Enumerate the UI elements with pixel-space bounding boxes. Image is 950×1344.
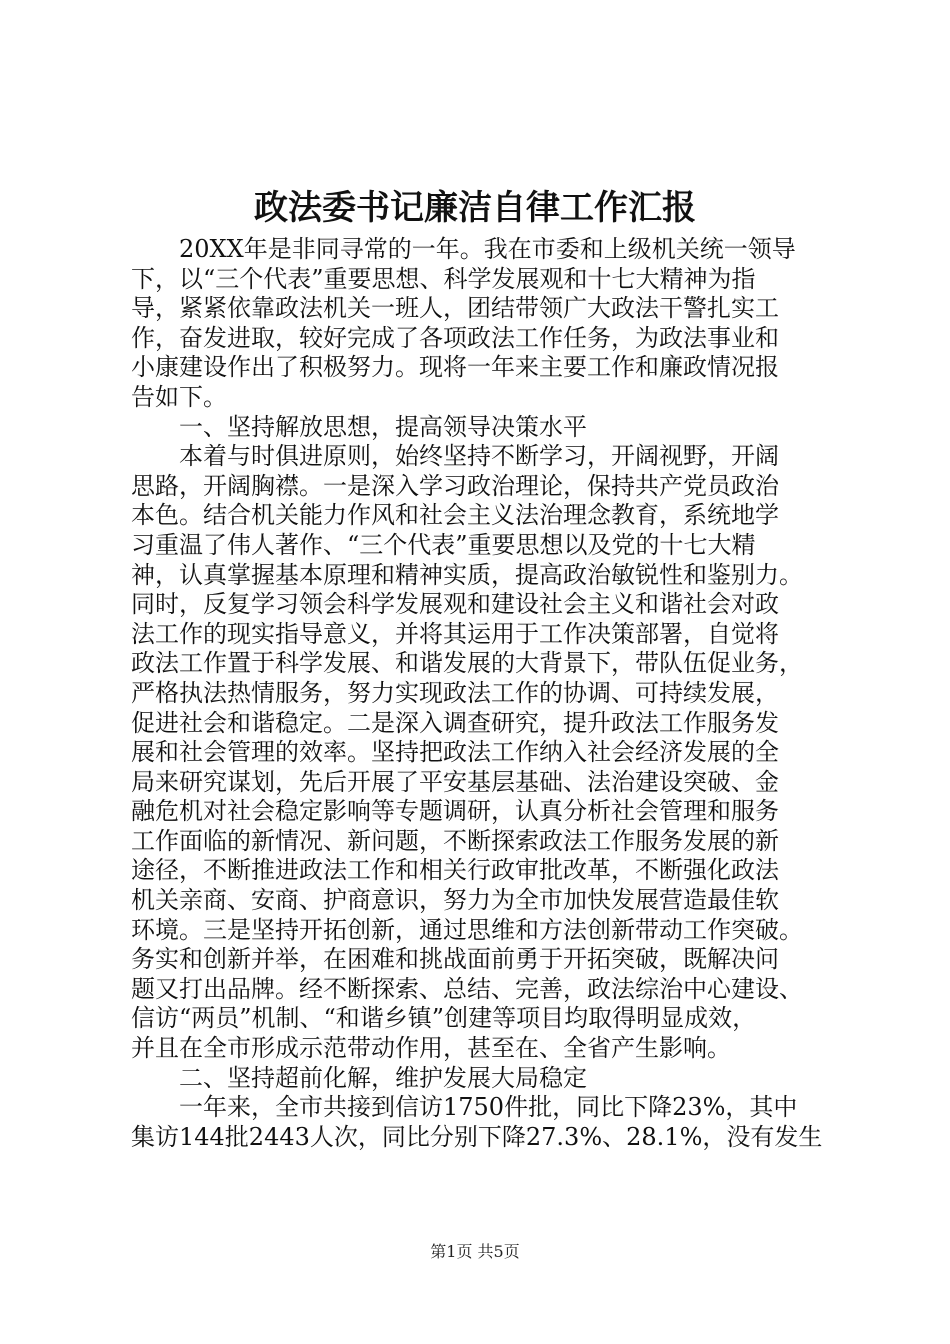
body-line: 机关亲商、安商、护商意识，努力为全市加快发展营造最佳软 (131, 886, 779, 915)
body-line: 信访“两员”机制、“和谐乡镇”创建等项目均取得明显成效， (131, 1004, 757, 1033)
body-line: 促进社会和谐稳定。二是深入调查研究，提升政法工作服务发 (131, 708, 779, 737)
body-line: 导，紧紧依靠政法机关一班人，团结带领广大政法干警扎实工 (131, 294, 779, 323)
body-line: 展和社会管理的效率。坚持把政法工作纳入社会经济发展的全 (131, 738, 779, 767)
section-heading: 二、坚持超前化解，维护发展大局稳定 (131, 1063, 587, 1092)
body-line: 20XX年是非同寻常的一年。我在市委和上级机关统一领导 (131, 235, 796, 263)
body-line: 神，认真掌握基本原理和精神实质，提高政治敏锐性和鉴别力。 (131, 560, 803, 589)
body-line: 一年来，全市共接到信访1750件批，同比下降23%，其中 (131, 1093, 798, 1122)
body-line: 局来研究谋划，先后开展了平安基层基础、法治建设突破、金 (131, 767, 779, 796)
body-line: 工作面临的新情况、新问题，不断探索政法工作服务发展的新 (131, 826, 779, 855)
body-line: 同时，反复学习领会科学发展观和建设社会主义和谐社会对政 (131, 590, 779, 619)
body-line: 作，奋发进取，较好完成了各项政法工作任务，为政法事业和 (131, 323, 779, 352)
body-line: 下，以“三个代表”重要思想、科学发展观和十七大精神为指 (131, 264, 756, 293)
body-line: 集访144批2443人次，同比分别下降27.3%、28.1%，没有发生 (131, 1122, 823, 1151)
body-line: 融危机对社会稳定影响等专题调研，认真分析社会管理和服务 (131, 797, 779, 826)
body-line: 思路，开阔胸襟。一是深入学习政治理论，保持共产党员政治 (131, 471, 779, 500)
document-body (131, 235, 843, 1152)
body-line: 小康建设作出了积极努力。现将一年来主要工作和廉政情况报 (131, 353, 779, 382)
body-line: 政法工作置于科学发展、和谐发展的大背景下，带队伍促业务， (131, 649, 803, 678)
body-line: 环境。三是坚持开拓创新，通过思维和方法创新带动工作突破。 (131, 915, 803, 944)
body-line: 本着与时俱进原则，始终坚持不断学习，开阔视野，开阔 (131, 442, 779, 471)
body-line: 告如下。 (131, 382, 227, 411)
document-title: 政法委书记廉洁自律工作汇报 (254, 188, 696, 228)
body-line: 习重温了伟人著作、“三个代表”重要思想以及党的十七大精 (131, 530, 756, 559)
body-line: 法工作的现实指导意义，并将其运用于工作决策部署，自觉将 (131, 619, 779, 648)
page-number-footer: 第1页 共5页 (430, 1242, 520, 1261)
body-line: 严格执法热情服务，努力实现政法工作的协调、可持续发展， (131, 678, 779, 707)
body-line: 本色。结合机关能力作风和社会主义法治理念教育，系统地学 (131, 501, 779, 530)
body-line: 并且在全市形成示范带动作用，甚至在、全省产生影响。 (131, 1034, 731, 1063)
body-line: 务实和创新并举，在困难和挑战面前勇于开拓突破，既解决问 (131, 945, 779, 974)
body-line: 途径，不断推进政法工作和相关行政审批改革，不断强化政法 (131, 856, 779, 885)
body-line: 题又打出品牌。经不断探索、总结、完善，政法综治中心建设、 (131, 974, 803, 1003)
section-heading: 一、坚持解放思想，提高领导决策水平 (131, 412, 587, 441)
